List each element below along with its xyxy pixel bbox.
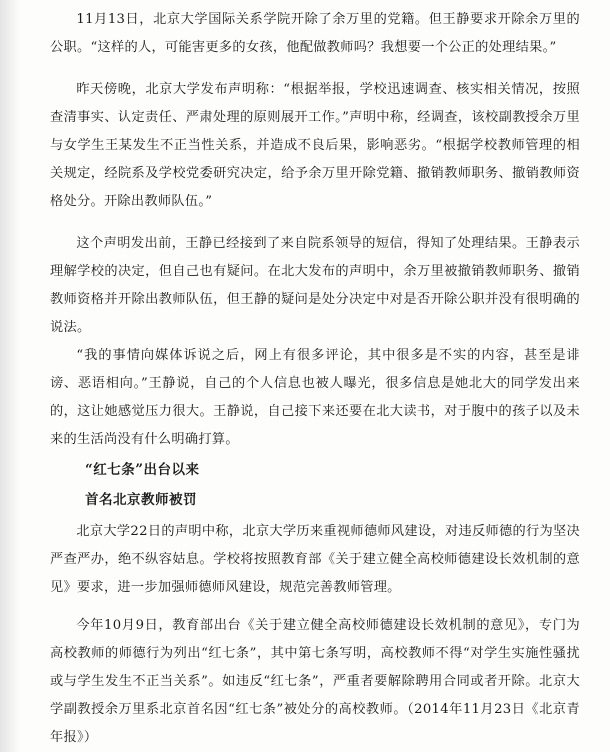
paragraph-party-expulsion: 11月13日，北京大学国际关系学院开除了余万里的党籍。但王静要求开除余万里的公职。“这样的人，可能害更多的女孩，他配做教师吗？我想要一个公正的处理结果。” (50, 12, 580, 55)
section-heading-first-teacher: 首名北京教师被罚 (85, 492, 197, 508)
section-heading-red-seven: “红七条”出台以来 (85, 462, 200, 478)
paragraph-before-statement: 这个声明发出前，王静已经接到了来自院系领导的短信，得知了处理结果。王静表示理解学校的决定，但自己也有疑问。在北大发布的声明中，余万里被撤销教师职务、撤销教师资格并开除出教师队伍，但王静的疑问是处分决定中对是否开除公职并没有很明确的说法。 (50, 236, 580, 335)
paragraph-media-reaction: “我的事情向媒体诉说之后，网上有很多评论，其中很多是不实的内容，甚至是诽谤、恶语相向。”王静说，自己的个人信息也被人曝光，很多信息是她北大的同学发出来的，这让她感觉压力很大。王静说，自己接下来还要在北大读书，对于腹中的孩子以及未来的生活尚没有什么明确打算。 (50, 348, 580, 447)
paragraph-pku-ethics: 北京大学22日的声明中称，北京大学历来重视师德师风建设，对违反师德的行为坚决严查严办，绝不纵容姑息。学校将按照教育部《关于建立健全高校师德建设长效机制的意见》要求，进一步加强师德师风建设，规范完善教师管理。 (50, 524, 580, 595)
paragraph-pku-statement: 昨天傍晚，北京大学发布声明称：“根据举报，学校迅速调查、核实相关情况，按照查清事实、认定责任、严肃处理的原则展开工作。”声明中称，经调查，该校副教授余万里与女学生王某发生不正当性关系，并造成不良后果，影响恶劣。“根据学校教师管理的相关规定，经院系及学校党委研究决定，给予余万里开除党籍、撤销教师职务、撤销教师资格处分。开除出教师队伍。” (50, 82, 580, 209)
paragraph-ministry-rules: 今年10月9日，教育部出台《关于建立健全高校师德建设长效机制的意见》，专门为高校教师的师德行为列出“红七条”，其中第七条写明，高校教师不得“对学生实施性骚扰或与学生发生不正当关系”。如违反“红七条”，严重者要解除聘用合同或者开除。北京大学副教授余万里系北京首名因“红七条”被处分的高校教师。（2014年11月23日《北京青年报》） (50, 618, 580, 745)
